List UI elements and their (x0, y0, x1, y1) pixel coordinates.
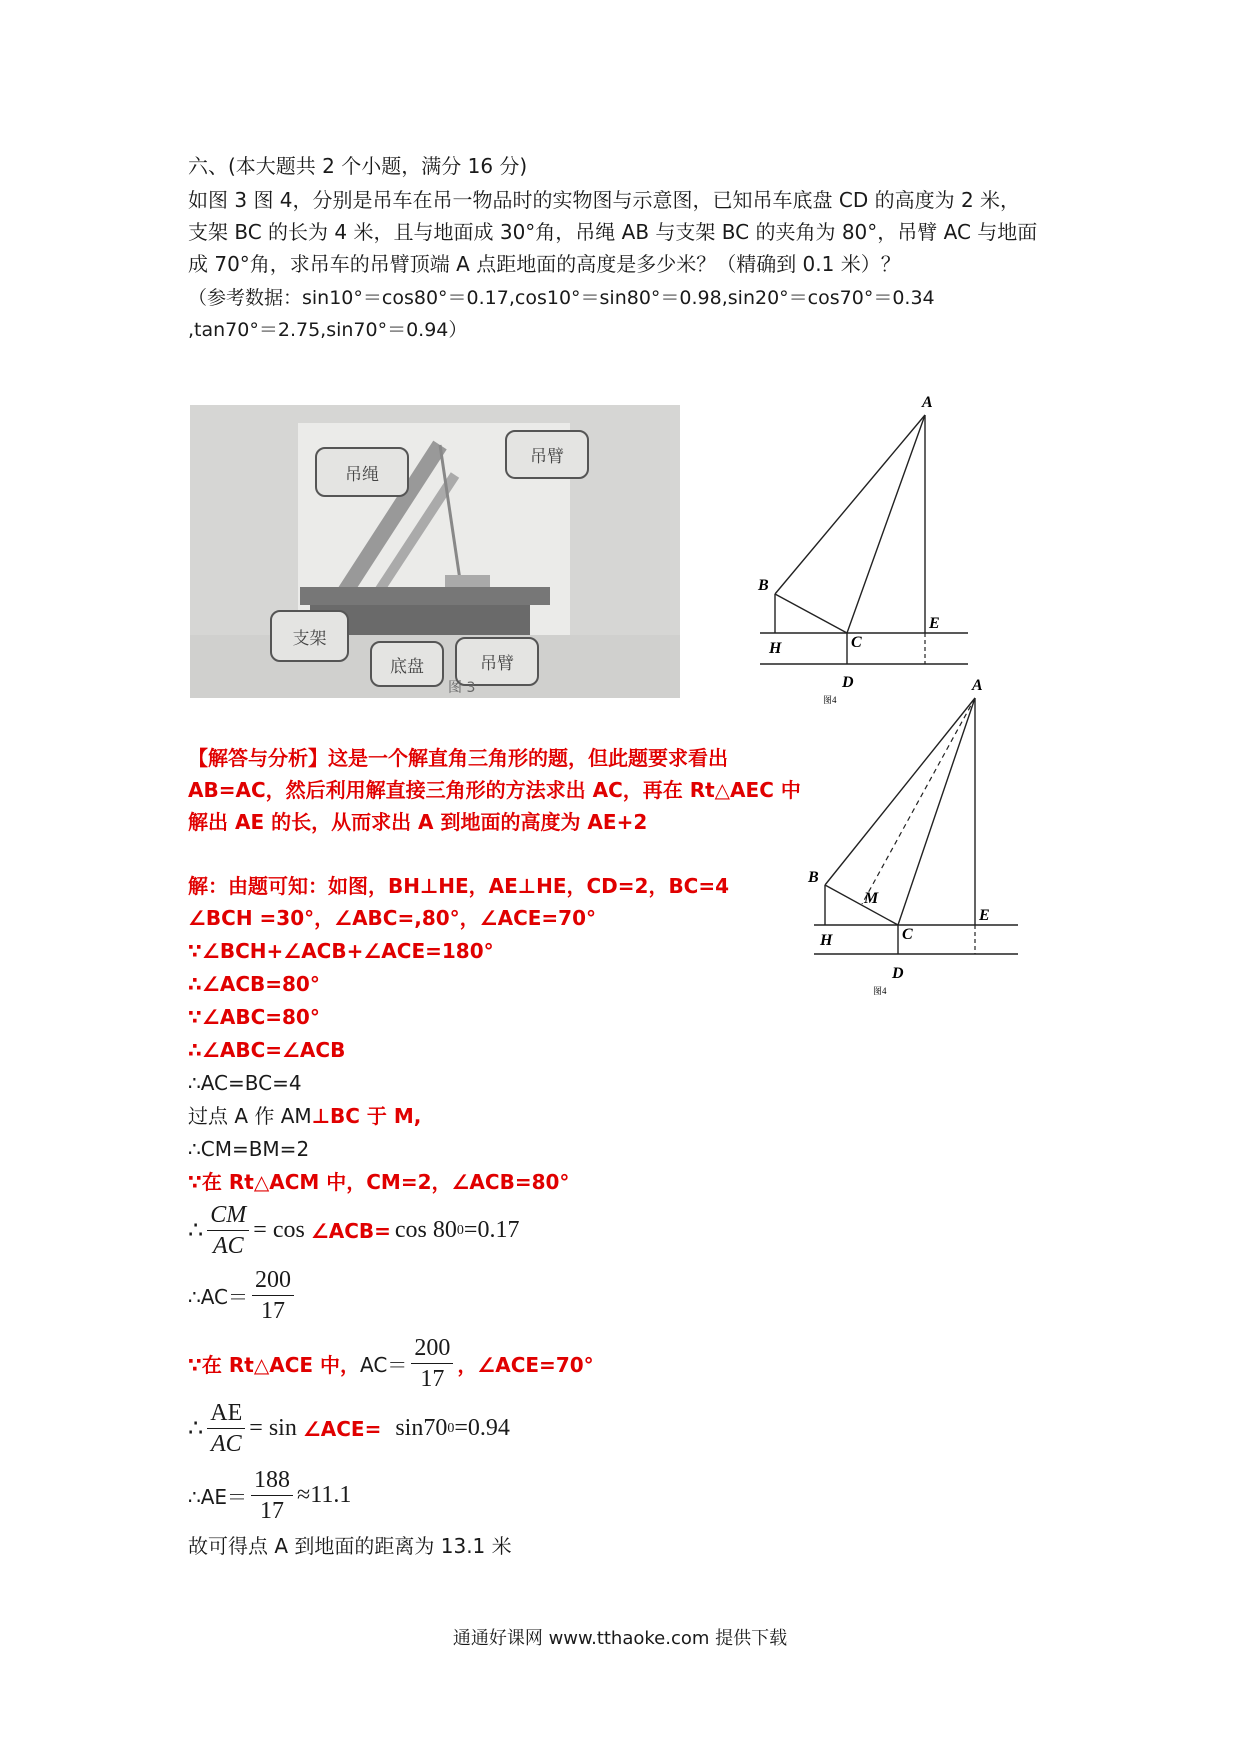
solution-step-8 (188, 1100, 421, 1132)
problem-line-3: 成 70°角，求吊车的吊臂顶端 A 点距地面的高度是多少米？（精确到 0.1 米）？ (188, 252, 901, 276)
geometry-figure-1 (750, 385, 970, 705)
solution-step-7: ∴AC=BC=4 (188, 1071, 302, 1095)
solution-step-3: ∵∠BCH+∠ACB+∠ACE=180° (188, 939, 494, 963)
solution-step-10: ∵在 Rt△ACM 中，CM=2，∠ACB=80° (188, 1170, 570, 1194)
fig1-caption: 图4 (823, 695, 837, 705)
solution-step-4: ∴∠ACB=80° (188, 972, 320, 996)
formula-ae-value (188, 1465, 351, 1526)
fraction-denominator: 17 (260, 1498, 285, 1524)
solution-step-11 (188, 1333, 594, 1394)
formula-sin-result: =0.94 (454, 1415, 510, 1441)
reference-data-line-1: （参考数据：sin10°＝cos80°＝0.17,cos10°＝sin80°＝0.98,sin20°＝cos70°＝0.34 (188, 287, 935, 309)
fig2-label-d: D (892, 965, 904, 982)
fig1-label-b: B (758, 577, 769, 594)
fig2-segment-ab (825, 698, 975, 885)
formula-sin-degree: 0 (447, 1420, 455, 1436)
solution-step-5: ∵∠ABC=80° (188, 1005, 320, 1029)
fig2-label-a: A (972, 677, 983, 694)
fig2-label-e: E (979, 907, 990, 924)
fraction-200-17-b (411, 1333, 453, 1394)
analysis-line-3: 解出 AE 的长，从而求出 A 到地面的高度为 AE+2 (188, 810, 648, 834)
callout-arm-2: 吊臂 (455, 637, 539, 686)
fraction-200-17 (252, 1265, 294, 1326)
fig2-label-c: C (902, 926, 913, 943)
fig1-segment-ac (847, 415, 925, 633)
fraction-denominator: 17 (420, 1366, 445, 1392)
formula-ac-value (188, 1265, 298, 1326)
solution-step-8-suffix: ⊥BC 于 M, (311, 1104, 422, 1128)
formula-cos-angle: ∠ACB= (310, 1218, 391, 1243)
problem-heading: 六、(本大题共 2 个小题，满分 16 分) (188, 154, 528, 178)
solution-step-2: ∠BCH =30°，∠ABC=,80°，∠ACE=70° (188, 906, 596, 930)
conclusion: 故可得点 A 到地面的距离为 13.1 米 (188, 1534, 512, 1558)
fig1-segment-bc (775, 594, 847, 633)
formula-ae-lead: ∴AE＝ (188, 1485, 248, 1509)
formula-cos-value: cos 80 (394, 1217, 457, 1243)
fig2-caption: 图4 (873, 986, 887, 996)
crane-photo (190, 405, 680, 698)
fig2-segment-bc (825, 885, 898, 925)
solution-step-8-prefix: 过点 A 作 AM (188, 1104, 312, 1128)
fraction-cm-ac (207, 1200, 249, 1261)
formula-sin (188, 1398, 510, 1459)
formula-ac-lead: ∴AC＝ (188, 1285, 249, 1309)
fraction-numerator: 200 (411, 1333, 453, 1364)
fraction-numerator: CM (207, 1200, 249, 1231)
therefore-symbol: ∴ (188, 1218, 204, 1244)
problem-line-1: 如图 3 图 4，分别是吊车在吊一物品时的实物图与示意图，已知吊车底盘 CD 的高度为 2 米， (188, 188, 1021, 212)
formula-cos (188, 1200, 519, 1261)
fig2-label-b: B (808, 869, 819, 886)
callout-rope: 吊绳 (315, 447, 409, 497)
fig1-label-a: A (922, 394, 933, 411)
fraction-numerator: 200 (252, 1265, 294, 1296)
fig2-label-h: H (820, 932, 833, 949)
fraction-denominator: AC (212, 1233, 244, 1259)
formula-sin-value: sin70 (395, 1415, 448, 1441)
fig2-segment-ac (898, 698, 975, 925)
geometry-figure-2 (800, 672, 1020, 1002)
fig1-label-c: C (851, 634, 862, 651)
step-11-ac: AC＝ (360, 1353, 408, 1377)
reference-data-line-2: ,tan70°＝2.75,sin70°＝0.94） (188, 319, 468, 341)
solution-step-9: ∴CM=BM=2 (188, 1137, 310, 1161)
solution-step-1: 解：由题可知：如图，BH⊥HE，AE⊥HE，CD=2，BC=4 (188, 874, 730, 898)
callout-support: 支架 (270, 610, 349, 662)
fraction-denominator: AC (210, 1431, 242, 1457)
formula-cos-result: =0.17 (463, 1217, 520, 1243)
therefore-symbol: ∴ (188, 1416, 204, 1442)
callout-arm: 吊臂 (505, 430, 589, 479)
analysis-line-1: 【解答与分析】这是一个解直角三角形的题，但此题要求看出 (188, 746, 728, 770)
footer-source: 通通好课网 www.tthaoke.com 提供下载 (452, 1628, 788, 1649)
fig1-label-d: D (842, 674, 854, 691)
formula-cos-degree: 0 (456, 1222, 464, 1238)
fraction-denominator: 17 (261, 1298, 286, 1324)
fig1-label-e: E (929, 615, 940, 632)
fig1-segment-ab (775, 415, 925, 594)
solution-step-6: ∴∠ABC=∠ACB (188, 1038, 346, 1062)
photo-caption: 图 3 (448, 680, 476, 696)
step-11-tail: ，∠ACE=70° (457, 1353, 594, 1377)
step-11-lead: ∵在 Rt△ACE 中， (188, 1353, 361, 1377)
fig2-label-m: M (864, 890, 879, 907)
fraction-188-17 (251, 1465, 293, 1526)
fraction-numerator: AE (207, 1398, 245, 1429)
formula-ae-approx: ≈11.1 (297, 1482, 352, 1508)
analysis-line-2: AB=AC，然后利用解直接三角形的方法求出 AC，再在 Rt△AEC 中 (188, 778, 801, 802)
callout-base: 底盘 (370, 641, 444, 687)
fraction-numerator: 188 (251, 1465, 293, 1496)
fig2-dashed-am (862, 698, 975, 904)
fig1-label-h: H (769, 640, 782, 657)
formula-sin-text: = sin (249, 1415, 297, 1441)
fraction-ae-ac (207, 1398, 245, 1459)
formula-cos-text: = cos (253, 1217, 305, 1243)
formula-sin-angle: ∠ACE= (302, 1416, 382, 1441)
problem-line-2: 支架 BC 的长为 4 米，且与地面成 30°角，吊绳 AB 与支架 BC 的夹角为 80°，吊臂 AC 与地面 (188, 220, 1038, 244)
